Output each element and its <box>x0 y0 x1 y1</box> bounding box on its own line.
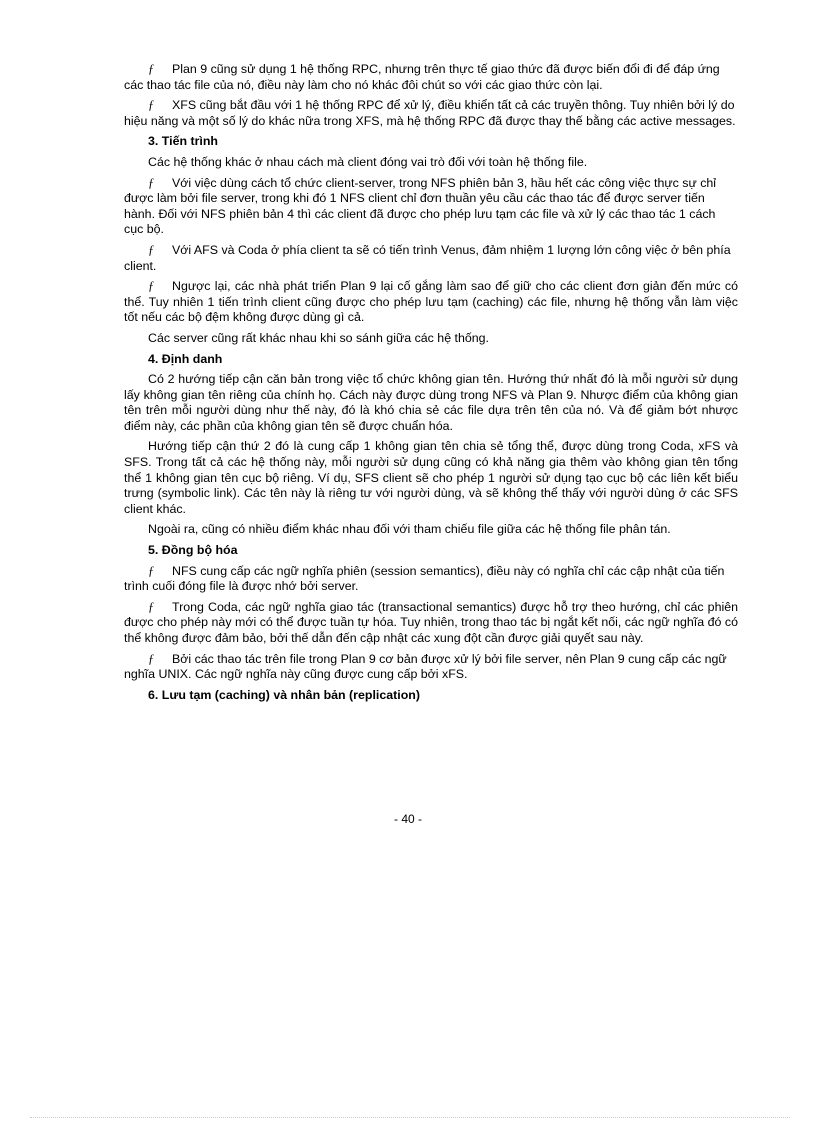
paragraph: Ngoài ra, cũng có nhiều điểm khác nhau đối với tham chiếu file giữa các hệ thống file phân tán. <box>148 522 671 537</box>
page-edge-divider <box>30 1117 790 1118</box>
bullet-paragraph <box>124 176 738 238</box>
paragraph-text: Ngược lại, các nhà phát triển Plan 9 lại cố gắng làm sao để giữ cho các client đơn giản đến mức có thể. Tuy nhiên 1 tiến trình client cũng được cho phép lưu tạm (caching) các file, nhưng hệ thống vẫn làm việc tốt nếu các bộ đệm không được dùng gì cả. <box>124 279 738 325</box>
paragraph-text: Với AFS và Coda ở phía client ta sẽ có tiến trình Venus, đảm nhiệm 1 lượng lớn công việc ở bên phía client. <box>124 242 731 273</box>
paragraph: Có 2 hướng tiếp cận căn bản trong việc tổ chức không gian tên. Hướng thứ nhất đó là mỗi người sử dụng lấy không gian tên riêng của chính họ. Cách này được dùng trong NFS và Plan 9. Nhược điểm của không gian tên trên mỗi người dùng như thế này, đó là khó chia sẻ các file dựa trên tên của nó. Và để giảm bớt nhược điểm này, các phần của không gian tên sẽ được chuẩn hóa. <box>124 372 738 433</box>
paragraph-text: XFS cũng bắt đầu với 1 hệ thống RPC để xử lý, điều khiển tất cả các truyền thông. Tuy nhiên bởi lý do hiệu năng và một số lý do khác nữa trong XFS, mà hệ thống RPC đã được thay thế bằng các active messages. <box>124 98 736 128</box>
bullet-paragraph <box>124 243 738 274</box>
section-heading-6: 6. Lưu tạm (caching) và nhân bản (replication) <box>148 687 420 702</box>
bullet-icon: ƒ <box>148 242 155 257</box>
bullet-icon: ƒ <box>148 651 155 666</box>
bullet-icon: ƒ <box>148 563 155 578</box>
paragraph: Hướng tiếp cận thứ 2 đó là cung cấp 1 không gian tên chia sẻ tổng thể, được dùng trong Coda, xFS và SFS. Trong tất cả các hệ thống này, mỗi người sử dụng cũng có khả năng gia thêm vào không gian tên tổng thể 1 không gian tên cục bộ riêng. Ví dụ, SFS client sẽ cho phép 1 người sử dụng tạo cục bộ các liên kết biểu trưng (symbolic link). Các tên này là riêng tư với người dùng, và sẽ không thể thấy với người dùng ở các SFS client khác. <box>124 439 738 516</box>
paragraph: Các hệ thống khác ở nhau cách mà client đóng vai trò đối với toàn hệ thống file. <box>148 154 588 169</box>
bullet-icon: ƒ <box>148 62 155 76</box>
bullet-icon: ƒ <box>148 279 155 294</box>
bullet-paragraph <box>124 652 738 683</box>
paragraph-text: Trong Coda, các ngữ nghĩa giao tác (transactional semantics) được hỗ trợ theo hướng, chỉ các phiên được cho phép này mới có thể được tuần tự hóa. Tuy nhiên, trong thao tác bị ngắt kết nối, các ngữ nghĩa đó có thể không được đảm bảo, bởi thế dẫn đến cập nhật các xung đột cần được giải quyết sau này. <box>124 599 738 645</box>
bullet-paragraph <box>124 62 738 93</box>
section-heading-3: 3. Tiến trình <box>148 134 218 149</box>
bullet-paragraph <box>124 564 738 595</box>
paragraph-text: NFS cung cấp các ngữ nghĩa phiên (session semantics), điều này có nghĩa chỉ các cập nhật của tiến trình cuối đóng file là được nhớ bởi server. <box>124 563 725 594</box>
bullet-icon: ƒ <box>148 599 155 614</box>
paragraph-text: Với việc dùng cách tổ chức client-server, trong NFS phiên bản 3, hầu hết các công việc thực sự chỉ được làm bởi file server, trong khi đó 1 NFS client chỉ đơn thuần yêu cầu các thao tác để được server tiến hành. Đối với NFS phiên bản 4 thì các client đã được cho phép lưu tạm các file và xử lý các thao tác 1 cách cục bộ. <box>124 175 717 237</box>
bullet-icon: ƒ <box>148 175 155 190</box>
body-text <box>124 62 738 708</box>
page-number: - 40 - <box>393 812 422 826</box>
paragraph-text: Bởi các thao tác trên file trong Plan 9 cơ bản được xử lý bởi file server, nên Plan 9 cung cấp các ngữ nghĩa UNIX. Các ngữ nghĩa này cũng được cung cấp bởi xFS. <box>124 651 727 682</box>
paragraph-text: Plan 9 cũng sử dụng 1 hệ thống RPC, nhưng trên thực tế giao thức đã được biến đổi đi để đáp ứng các thao tác file của nó, điều này làm cho nó khác đôi chút so với các giao thức còn lại. <box>124 62 720 92</box>
bullet-paragraph <box>124 600 738 647</box>
paragraph: Các server cũng rất khác nhau khi so sánh giữa các hệ thống. <box>148 330 489 345</box>
section-heading-5: 5. Đồng bộ hóa <box>148 543 238 558</box>
section-heading-4: 4. Định danh <box>148 351 223 366</box>
bullet-paragraph <box>124 98 738 129</box>
bullet-paragraph <box>124 279 738 326</box>
bullet-icon: ƒ <box>148 98 155 113</box>
